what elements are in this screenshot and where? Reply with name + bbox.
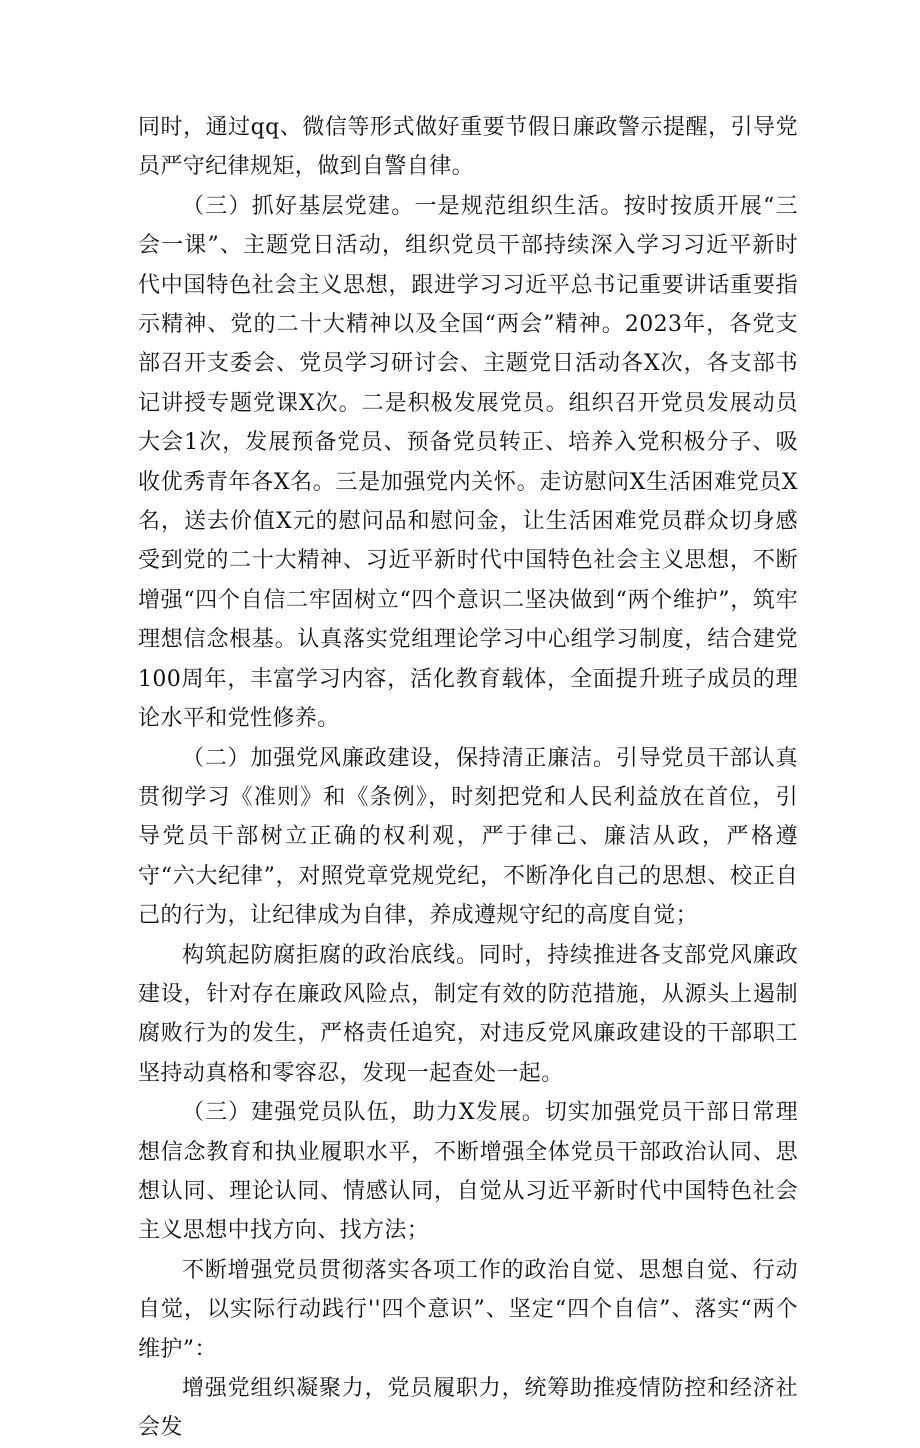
paragraph-1: 同时，通过qq、微信等形式做好重要节假日廉政警示提醒，引导党员严守纪律规矩，做到自警自律。 [138,115,798,180]
paragraph-3: （二）加强党风廉政建设，保持清正廉洁。引导党员干部认真贯彻学习《准则》和《条例》，时刻把党和人民利益放在首位，引导党员干部树立正确的权利观，严于律己、廉洁从政，严格遵守“六大纪律”，对照党章党规党纪，不断净化自己的思想、校正自己的行为，让纪律成为自律，养成遵规守纪的高度自觉； [138,745,798,929]
paragraph-2: （三）抓好基层党建。一是规范组织生活。按时按质开展“三会一课”、主题党日活动，组织党员干部持续深入学习习近平新时代中国特色社会主义思想，跟进学习习近平总书记重要讲话重要指示精神、党的二十大精神以及全国“两会”精神。2023年，各党支部召开支委会、党员学习研讨会、主题党日活动各X次，各支部书记讲授专题党课X次。二是积极发展党员。组织召开党员发展动员大会1次，发展预备党员、预备党员转正、培养入党积极分子、吸收优秀青年各X名。三是加强党内关怀。走访慰问X生活困难党员X名，送去价值X元的慰问品和慰问金，让生活困难党员群众切身感受到党的二十大精神、习近平新时代中国特色社会主义思想，不断增强“四个自信二牢固树立“四个意识二坚决做到“两个维护”，筑牢理想信念根基。认真落实党组理论学习中心组学习制度，结合建党100周年，丰富学习内容，活化教育载体，全面提升班子成员的理论水平和党性修养。 [138,193,798,732]
document-body [138,108,798,1448]
paragraph-6: 不断增强党员贯彻落实各项工作的政治自觉、思想自觉、行动自觉，以实际行动践行''四个意识”、坚定“四个自信”、落实“两个维护”： [138,1257,798,1362]
paragraph-7: 增强党组织凝聚力，党员履职力，统筹助推疫情防控和经济社会发 [138,1376,798,1441]
paragraph-4: 构筑起防腐拒腐的政治底线。同时，持续推进各支部党风廉政建设，针对存在廉政风险点，制定有效的防范措施，从源头上遏制腐败行为的发生，严格责任追究，对违反党风廉政建设的干部职工坚持动真格和零容忍，发现一起查处一起。 [138,942,798,1086]
paragraph-5: （三）建强党员队伍，助力X发展。切实加强党员干部日常理想信念教育和执业履职水平，不断增强全体党员干部政治认同、思想认同、理论认同、情感认同，自觉从习近平新时代中国特色社会主义思想中找方向、找方法； [138,1100,798,1244]
